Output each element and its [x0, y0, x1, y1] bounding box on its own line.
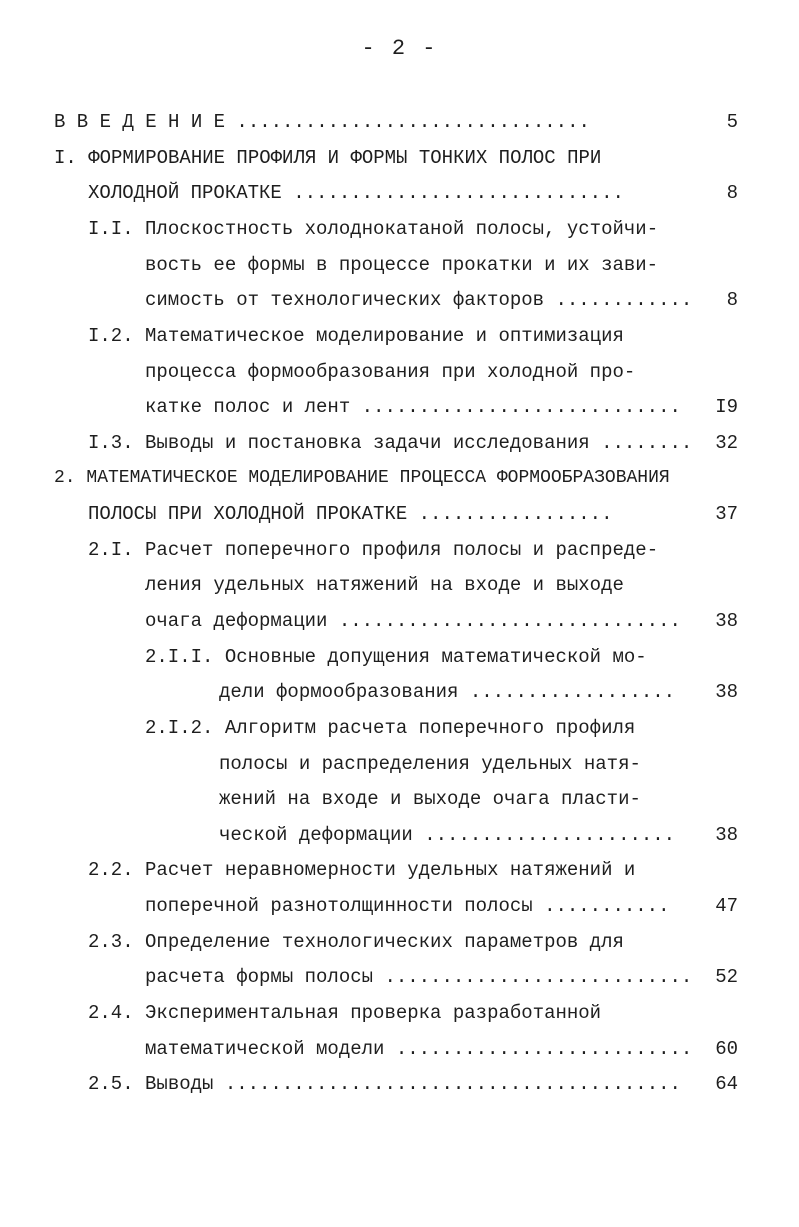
toc-section-1-1-line-3: симость от технологических факторов ............: [145, 289, 693, 311]
toc-section-2-1-line-3: очага деформации ..............................: [145, 610, 681, 632]
toc-section-2-2-line-2: поперечной разнотолщинности полосы ...........: [145, 895, 670, 917]
page-number: - 2 -: [361, 36, 438, 61]
toc-chapter-1-line-1: I. ФОРМИРОВАНИЕ ПРОФИЛЯ И ФОРМЫ ТОНКИХ ПОЛОС ПРИ: [54, 147, 602, 169]
toc-chapter-1-line-2: ХОЛОДНОЙ ПРОКАТКЕ .............................: [88, 182, 624, 204]
toc-page-number: 52: [715, 966, 738, 988]
toc-chapter-2-line-1: 2. МАТЕМАТИЧЕСКОЕ МОДЕЛИРОВАНИЕ ПРОЦЕССА ФОРМООБРАЗОВАНИЯ: [54, 468, 670, 488]
toc-subsection-2-1-2-line-3: жений на входе и выходе очага пласти-: [219, 788, 641, 810]
toc-subsection-2-1-1-line-1: 2.I.I. Основные допущения математической мо-: [145, 646, 647, 668]
toc-section-1-2-line-3: катке полос и лент ............................: [145, 396, 681, 418]
toc-section-2-2-line-1: 2.2. Расчет неравномерности удельных натяжений и: [88, 859, 636, 881]
toc-page-number: 64: [715, 1073, 738, 1095]
toc-section-1-1-line-1: I.I. Плоскостность холоднокатаной полосы, устойчи-: [88, 218, 659, 240]
toc-page-number: 38: [715, 681, 738, 703]
toc-subsection-2-1-2-line-1: 2.I.2. Алгоритм расчета поперечного профиля: [145, 717, 636, 739]
toc-section-1-2-line-1: I.2. Математическое моделирование и оптимизация: [88, 325, 624, 347]
toc-page-number: 8: [726, 182, 738, 204]
toc-chapter-2-line-2: ПОЛОСЫ ПРИ ХОЛОДНОЙ ПРОКАТКЕ .................: [88, 503, 613, 525]
toc-page-number: 47: [715, 895, 738, 917]
toc-subsection-2-1-1-line-2: дели формообразования ..................: [219, 681, 676, 703]
toc-page-number: 38: [715, 824, 738, 846]
toc-section-1-1-line-2: вость ее формы в процессе прокатки и их зави-: [145, 254, 659, 276]
toc-section-2-3-line-1: 2.3. Определение технологических параметров для: [88, 931, 624, 953]
toc-section-1-3-line-1: I.3. Выводы и постановка задачи исследования ........: [88, 432, 693, 454]
toc-page-number: 38: [715, 610, 738, 632]
toc-page-number: 60: [715, 1038, 738, 1060]
toc-page-number: 8: [726, 289, 738, 311]
toc-subsection-2-1-2-line-2: полосы и распределения удельных натя-: [219, 753, 641, 775]
toc-section-2-3-line-2: расчета формы полосы ...........................: [145, 966, 693, 988]
toc-page-number: 32: [715, 432, 738, 454]
toc-section-2-5-line-1: 2.5. Выводы ........................................: [88, 1073, 681, 1095]
toc-section-2-4-line-2: математической модели ..........................: [145, 1038, 693, 1060]
toc-page-number: I9: [715, 396, 738, 418]
toc-subsection-2-1-2-line-4: ческой деформации ......................: [219, 824, 676, 846]
toc-section-1-2-line-2: процесса формообразования при холодной про-: [145, 361, 636, 383]
toc-section-2-1-line-1: 2.I. Расчет поперечного профиля полосы и распреде-: [88, 539, 659, 561]
toc-line: В В Е Д Е Н И Е ...............................: [54, 111, 590, 133]
toc-entry-introduction: [54, 110, 590, 134]
toc-page-number: 37: [715, 503, 738, 525]
toc-page-number: 5: [726, 111, 738, 133]
toc-section-2-4-line-1: 2.4. Экспериментальная проверка разработанной: [88, 1002, 602, 1024]
toc-section-2-1-line-2: ления удельных натяжений на входе и выходе: [145, 574, 624, 596]
